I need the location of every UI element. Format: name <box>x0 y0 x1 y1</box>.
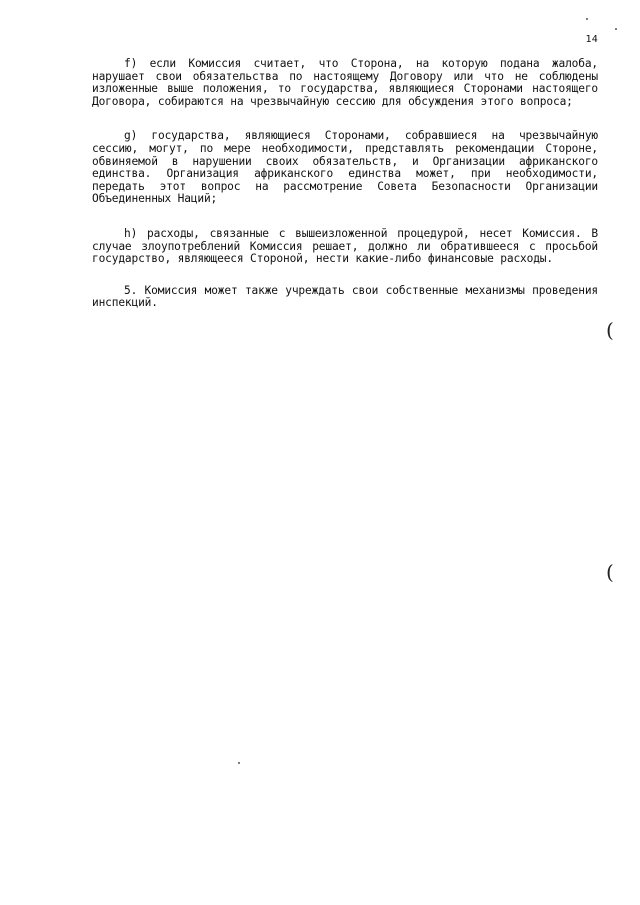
document-body <box>92 58 598 332</box>
paragraph-f: f) если Комиссия считает, что Сторона, на которую подана жалоба, нарушает свои обязательства по настоящему Договору или что не соблюдены изложенные выше положения, то государства, являющиеся Сторонами настоящего Договора, собираются на чрезвычайную сессию для обсуждения этого вопроса; <box>92 57 598 108</box>
page-number: 14 <box>585 34 598 45</box>
paragraph-5: 5. Комиссия может также учреждать свои собственные механизмы проведения инспекций. <box>92 283 598 310</box>
margin-bracket-mark: ( <box>606 560 614 584</box>
paragraph-h: h) расходы, связанные с вышеизложенной процедурой, несет Комиссия. В случае злоупотреблений Комиссия решает, должно ли обратившееся с просьбой государство, являющееся Стороной, нести какие-либо финансовые расходы. <box>92 226 598 266</box>
scan-speck <box>586 18 588 20</box>
paragraph-g: g) государства, являющиеся Сторонами, собравшиеся на чрезвычайную сессию, могут, по мере необходимости, представлять рекомендации Стороне, обвиняемой в нарушении своих обязательств, и Организации африканского единства. Организация африканского единства может, при необходимости, передать этот вопрос на рассмотрение Совета Безопасности Организации Объединенных Наций; <box>92 129 598 206</box>
scan-speck <box>238 762 240 764</box>
margin-bracket-mark: ( <box>606 318 614 342</box>
scan-speck <box>615 28 617 30</box>
